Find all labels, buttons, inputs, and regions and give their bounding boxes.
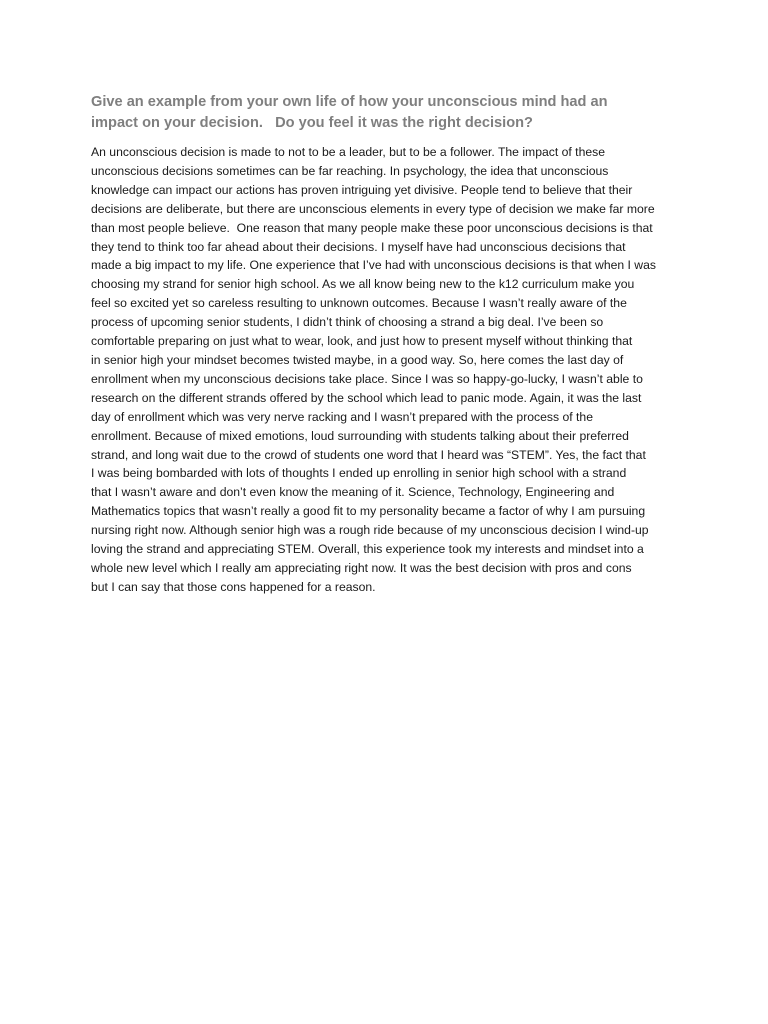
question-heading: Give an example from your own life of how your unconscious mind had an impact on your decision. Do you feel it was the right decision? xyxy=(91,94,608,131)
answer-paragraph: An unconscious decision is made to not to be a leader, but to be a follower. The impact of these unconscious decisions sometimes can be far reaching. In psychology, the idea that unconscious knowledge can impact our actions has proven intriguing yet divisive. People tend to believe that their decisions are deliberate, but there are unconscious elements in every type of decision we make far more than most people believe. One reason that many people make these poor unconscious decisions is that they tend to think too far ahead about their decisions. I myself have had unconscious decisions that made a big impact to my life. One experience that I’ve had with unconscious decisions is that when I was choosing my strand for senior high school. As we all know being new to the k12 curriculum make you feel so excited yet so careless resulting to unknown outcomes. Because I wasn’t really aware of the process of upcoming senior students, I didn’t think of choosing a strand a big deal. I’ve been so comfortable preparing on just what to wear, look, and just how to present myself without thinking that in senior high your mindset becomes twisted maybe, in a good way. So, here comes the last day of enrollment when my unconscious decisions take place. Since I was so happy-go-lucky, I wasn’t able to research on the different strands offered by the school which lead to panic mode. Again, it was the last day of enrollment which was very nerve racking and I wasn’t prepared with the process of the enrollment. Because of mixed emotions, loud surrounding with students talking about their preferred strand, and long wait due to the crowd of students one word that I heard was “STEM”. Yes, the fact that I was being bombarded with lots of thoughts I ended up enrolling in senior high school with a strand that I wasn’t aware and don’t even know the meaning of it. Science, Technology, Engineering and Mathematics topics that wasn’t really a good fit to my personality became a factor of why I am pursuing nursing right now. Although senior high was a rough ride because of my unconscious decision I wind-up loving the strand and appreciating STEM. Overall, this experience took my interests and mindset into a whole new level which I really am appreciating right now. It was the best decision with pros and cons but I can say that those cons happened for a reason. xyxy=(91,145,656,594)
